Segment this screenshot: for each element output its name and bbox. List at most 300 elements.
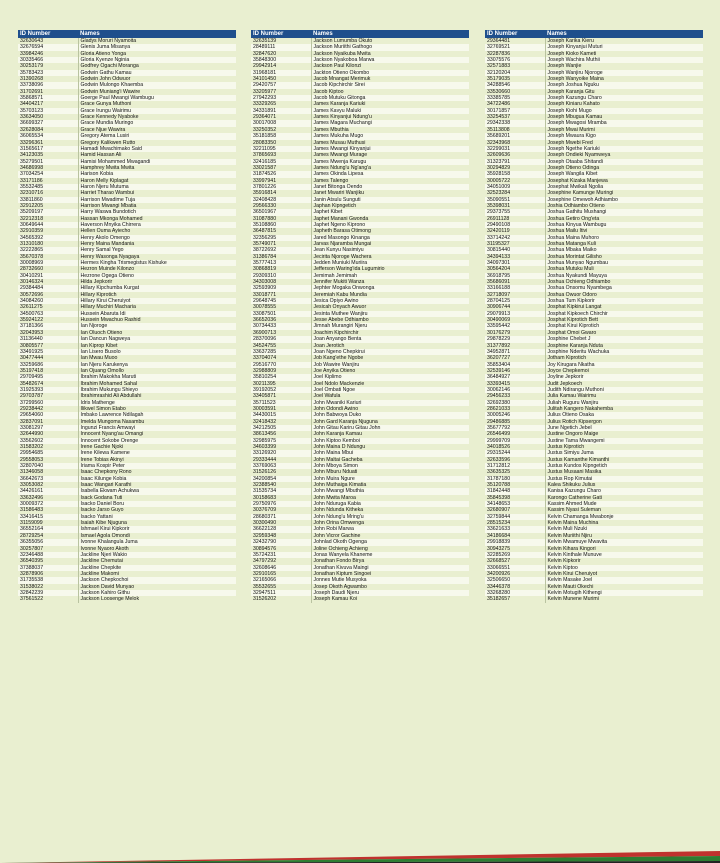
name-cell: Joyline Jepkorir (545, 374, 703, 380)
name-cell: Joel Wafula (313, 393, 341, 400)
id-number-cell: 32343968 (485, 140, 545, 146)
id-number-cell: 35724231 (251, 552, 311, 558)
name-cell: Joyce Chepkemoi (547, 367, 589, 374)
name-cell: John Muira Ngure (311, 476, 469, 482)
id-number-cell: 33530660 (485, 89, 545, 95)
name-cell: Godwin Mulongo Khaemba (78, 82, 236, 88)
name-cell: Isacko Jarso Guyo (80, 507, 124, 514)
name-cell: Joshua Gathitu Mushangi (545, 209, 703, 215)
id-number-cell: 34394133 (485, 254, 545, 260)
name-cell: Glenis Juma Misanya (78, 44, 236, 50)
name-cell: Jackson Kahiro Githu (78, 590, 236, 596)
id-number-cell: 36207727 (485, 355, 545, 361)
name-cell: Julia Kamau Wairimu (547, 393, 597, 400)
name-cell: Justine Ongoro Maige (547, 431, 599, 438)
id-number-cell: 30815440 (485, 247, 545, 253)
name-cell: Josphine Chebet J (545, 336, 703, 342)
name-cell: Kelvin Kirui Cheruiyot (547, 570, 598, 577)
name-cell: Joshua Owuor Odoro (547, 291, 597, 298)
id-number-cell: 32506650 (485, 577, 545, 583)
name-cell: Jacob Kiptoo (313, 88, 344, 95)
name-cell: Joshua Mailu Itivi (547, 228, 588, 235)
id-number-cell: 34797292 (251, 558, 311, 564)
id-number-cell: 32608646 (251, 565, 311, 571)
name-cell: Janet Bitonga Oendo (311, 184, 469, 190)
name-cell: Ian Ojuang Omollo (80, 367, 124, 374)
id-number-cell: 32959348 (251, 533, 311, 539)
name-cell: Jennifer Mukiti Wanza (313, 279, 365, 286)
name-cell: Joshua Mbaka Maiko (545, 247, 703, 253)
id-number-cell: 29309310 (251, 273, 311, 279)
id-number-cell: 31842448 (485, 488, 545, 494)
name-cell: John Ndunda Kitheka (313, 507, 364, 514)
id-number-cell: 33738096 (18, 82, 78, 88)
id-number-cell: 34524755 (251, 343, 311, 349)
name-cell: Gloria Kyenze Nginia (78, 57, 236, 63)
id-number-cell: 29648745 (251, 298, 311, 304)
name-cell: Hermes Kingha Trismegistus Kishuke (78, 260, 236, 266)
id-number-cell: 29566330 (251, 203, 311, 209)
id-number-cell: 34686998 (18, 165, 78, 171)
id-number-cell: 30211395 (251, 381, 311, 387)
id-number-cell: 31390268 (18, 76, 78, 82)
name-cell: Josphine Nderitu Wachuka (545, 349, 703, 355)
name-cell: Ivonne Khalangula Juma (78, 539, 236, 545)
id-number-cell: 38613456 (251, 431, 311, 437)
id-number-cell: 34200926 (485, 571, 545, 577)
id-number-cell: 38722692 (251, 247, 311, 253)
id-number-cell: 33704074 (251, 355, 311, 361)
name-cell: John Vicror Gachine (313, 532, 361, 539)
id-number-header: ID Number (18, 30, 78, 38)
id-number-cell: 35209197 (18, 209, 78, 215)
id-number-cell: 34303008 (251, 279, 311, 285)
name-cell: Imelda Mungoma Nasambu (80, 418, 145, 425)
name-cell: Jephter Mogaka Onwonga (311, 285, 469, 291)
id-number-cell: 32418432 (251, 419, 311, 425)
id-number-cell: 29750976 (251, 501, 311, 507)
name-table-1 (18, 30, 236, 603)
name-cell: Jecirita Njoroge Wachera (313, 253, 372, 260)
id-number-cell: 31526126 (251, 469, 311, 475)
name-cell: Jacob Mutuku Gitonga (311, 95, 469, 101)
name-cell: Jacob Mnangat Merimuk (313, 76, 371, 83)
name-cell: John Gitau Kariru Gitau John (311, 425, 469, 431)
id-number-header: ID Number (485, 30, 545, 38)
id-number-cell: 30572696 (18, 292, 78, 298)
name-cell: Innocent Nyang'au Omangi (80, 431, 144, 438)
name-cell: Japhet Manani Gwonda (313, 215, 369, 222)
id-number-cell: 30868819 (251, 266, 311, 272)
id-number-cell: 31538022 (18, 584, 78, 590)
id-number-cell: 29333444 (251, 457, 311, 463)
name-cell: Ismael Agola Omondi (80, 532, 130, 539)
name-cell: Justus Kamanthe Kimanthi (547, 456, 610, 463)
name-cell: James Kavyu Maluki (311, 108, 469, 114)
name-cell: Josephat Mwikali Ngolia (545, 184, 703, 190)
name-cell: Hillary Muchiri Macharia (80, 304, 136, 311)
name-cell: Karongo Catherine Gati (547, 494, 603, 501)
name-cell: Joshua Nyakundi Mayuya (545, 273, 703, 279)
id-number-cell: 31535734 (251, 488, 311, 494)
id-number-cell: 33811860 (18, 197, 78, 203)
name-cell: Justus Kundos Kipngetich (545, 463, 703, 469)
name-cell: Isaac Chepkony Rono (80, 469, 132, 476)
name-cell: Joseph Karika Kieru (547, 38, 594, 44)
id-number-cell: 32628084 (18, 127, 78, 133)
name-cell: Harry Waswa Bundotich (78, 209, 236, 215)
id-number-cell: 33634050 (18, 114, 78, 120)
name-cell: John Kiptoo Kemboi (311, 438, 469, 444)
id-number-cell: 32988809 (251, 368, 311, 374)
id-number-cell: 34200854 (251, 476, 311, 482)
name-cell: James Karanja Kariuki (313, 101, 366, 108)
id-number-cell: 35108860 (251, 222, 311, 228)
id-number-cell: 29709495 (18, 374, 78, 380)
name-cell: Jesicah Onyach Awuor (313, 304, 367, 311)
id-number-cell: 32912205 (18, 203, 78, 209)
id-number-cell: 32668527 (485, 558, 545, 564)
id-number-cell: 33018771 (251, 292, 311, 298)
id-number-cell: 32299031 (485, 146, 545, 152)
id-number-cell: 34018526 (485, 444, 545, 450)
name-cell: Kelvin Masake Joel (545, 577, 703, 583)
id-number-cell: 35677792 (485, 425, 545, 431)
name-cell: Hamid Hassan Ali (80, 152, 122, 159)
id-number-cell: 32680907 (485, 507, 545, 513)
id-number-cell: 33997941 (251, 178, 311, 184)
id-number-cell: 30009372 (18, 501, 78, 507)
id-number-cell: 29999709 (485, 438, 545, 444)
name-cell: Joseph Karanja Gitu (547, 88, 595, 95)
name-cell: Ibrahim Mukungu Shieyo (78, 387, 236, 393)
name-cell: Jotham Kiprotich (547, 355, 587, 362)
id-number-cell: 29942914 (251, 63, 311, 69)
name-cell: Haron Melly Kiplagat (80, 177, 129, 184)
name-cell: Jesinta Muthee Wanjiru (311, 311, 469, 317)
name-cell: Ishmael Kirui Kipkorir (78, 526, 236, 532)
name-cell: Japheth Barasa Otimong (313, 228, 371, 235)
id-number-cell: 33329265 (251, 101, 311, 107)
name-cell: Joline Ochieng Achieng (313, 545, 368, 552)
id-number-cell: 34186684 (485, 533, 545, 539)
name-cell: Hillary Kiprotich (80, 291, 117, 298)
name-cell: Iriama Kospir Peter (78, 463, 236, 469)
id-number-cell: 29703787 (18, 393, 78, 399)
id-number-cell: 30410291 (18, 273, 78, 279)
name-cell: Jimnah Murangiri Njeru (311, 323, 469, 329)
name-cell: James Mbuthia (313, 126, 349, 133)
name-cell: Isaiah Kibe Njuguna (80, 520, 127, 527)
id-number-cell: 32285269 (485, 552, 545, 558)
id-number-cell: 31968181 (251, 70, 311, 76)
id-number-cell: 32947511 (251, 590, 311, 596)
name-cell: Innocent Sokobe Orenge (78, 438, 236, 444)
name-cell: Jackline Makomi (80, 570, 119, 577)
id-number-cell: 33166188 (485, 285, 545, 291)
id-number-cell: 34404217 (18, 101, 78, 107)
name-cell: Joshua Matanga Kuli (547, 241, 596, 247)
id-number-cell: 37561522 (18, 596, 78, 602)
id-number-cell: 34123035 (18, 152, 78, 158)
name-cell: Hezrone Ogega Otieno (78, 273, 236, 279)
id-number-cell: 34051009 (485, 184, 545, 190)
id-number-cell: 30649644 (18, 222, 78, 228)
id-number-cell: 35810254 (251, 374, 311, 380)
id-number-cell: 33259686 (18, 362, 78, 368)
id-number-cell: 35182657 (485, 596, 545, 602)
id-number-cell: 32043953 (18, 330, 78, 336)
name-cell: Jackson Lumumba Okuto (313, 38, 373, 44)
id-number-cell: 33075576 (485, 57, 545, 63)
id-number-cell: 33066551 (485, 565, 545, 571)
name-cell: Isaac Kilunge Kobia (78, 476, 236, 482)
name-cell: Ian Njoroge (78, 323, 236, 329)
id-number-cell: 30300490 (251, 520, 311, 526)
name-cell: Joseph Kamau Koi (313, 596, 358, 603)
name-cell: Haron Njeru Mutuma (78, 184, 236, 190)
name-cell: James Ndung'u Ng'ang'a (313, 164, 371, 171)
id-number-cell: 31310180 (18, 241, 78, 247)
name-cell: Joseph Kioko Kameti (547, 50, 597, 57)
name-cell: Ibrahimrashid Ali Abdullahi (80, 393, 142, 400)
name-cell: Justine Tama Mwangemi (545, 438, 703, 444)
id-number-cell: 31925393 (18, 387, 78, 393)
name-cell: Justus Kiprotich (547, 444, 585, 450)
name-cell: John Babwoya Duko (311, 412, 469, 418)
name-cell: Judit Jepkoech (547, 380, 583, 387)
name-cell: Joshua Onsomu Nyambega (545, 285, 703, 291)
name-cell: Joshua Getiro Ong'eta (547, 215, 600, 222)
name-cell: Hellen Ouma Ayiecho (80, 228, 131, 235)
name-cell: Harriet Tharao Wambui (80, 190, 135, 197)
id-number-cell: 28515234 (485, 520, 545, 526)
name-cell: Godwin Gathu Kamau (78, 70, 236, 76)
id-number-cell: 32676594 (18, 44, 78, 50)
id-number-cell: 34097301 (485, 260, 545, 266)
id-number-cell: 32910359 (18, 228, 78, 234)
name-cell: Joseph Mwebi Fred (547, 139, 593, 146)
name-cell: Kelvin Kipkorir (547, 558, 581, 565)
name-cell: Joshia Odhiambo Otieno (547, 202, 605, 209)
id-number-cell: 33126920 (251, 450, 311, 456)
name-cell: Gloria Atieno Yonga (80, 50, 127, 57)
name-cell: Julius Rotich Kipsergon (547, 418, 602, 425)
name-cell: Kelvin Motugih Kithengi (545, 590, 703, 596)
id-number-cell: 35868571 (18, 95, 78, 101)
id-number-cell: 33714242 (485, 235, 545, 241)
id-number-cell: 32432790 (251, 539, 311, 545)
id-number-cell: 33296361 (18, 140, 78, 146)
name-cell: Harrison Mwadime Tuja (78, 197, 236, 203)
name-cell: Jared Masongo Kinanga (311, 235, 469, 241)
name-cell: Kelvin Muriithi Njiru (547, 532, 592, 539)
name-cell: Joshua Ochieng Odhiambo (547, 279, 611, 286)
id-number-cell: 35113808 (485, 127, 545, 133)
name-cell: Joseph Otaaba Shitandi (545, 159, 703, 165)
name-cell: Joseph Ngethe Kariuki (545, 146, 703, 152)
name-cell: Joseph Otieno Odinga (547, 164, 600, 171)
name-cell: Joseph Mwai Murimi (547, 126, 595, 133)
name-cell: Joan Jerotich (313, 342, 345, 349)
name-cell: Joachim Kipchirchir (313, 329, 359, 336)
id-number-cell: 32842239 (18, 590, 78, 596)
id-number-cell: 35916814 (251, 190, 311, 196)
id-number-cell: 32346488 (18, 552, 78, 558)
name-cell: Joseph Kiohi Mugo (545, 108, 703, 114)
id-number-cell: 32388540 (251, 482, 311, 488)
id-number-cell: 37181366 (18, 323, 78, 329)
id-number-cell: 35197418 (18, 368, 78, 374)
name-cell: Isabella Ekwam Achukwa (78, 488, 236, 494)
name-cell: Joseph Ondieki Nyamweya (547, 152, 611, 159)
id-number-cell: 32630643 (18, 38, 78, 44)
name-cell: Jackson David Munyao (80, 583, 135, 590)
name-cell: Jacob Kipchirchir Sirei (311, 82, 469, 88)
name-cell: Joseph Wanjiru Njoroge (545, 70, 703, 76)
id-number-cell: 32910165 (251, 571, 311, 577)
id-number-cell: 33393415 (485, 381, 545, 387)
name-cell: Kelvin Kinthale Munuve (545, 552, 703, 558)
id-number-cell: 26546499 (485, 431, 545, 437)
id-number-cell: 36918795 (485, 273, 545, 279)
name-cell: Janin Atsulu Sunguti (311, 197, 469, 203)
name-cell: Irene Tobias Akinyi (80, 456, 124, 463)
name-cell: Janet Mwariri Wanjiku (313, 190, 365, 197)
id-number-cell: 33635325 (485, 469, 545, 475)
name-cell: Jackton Otieno Okombo (311, 70, 469, 76)
id-number-cell: 33250352 (251, 127, 311, 133)
id-number-cell: 33491925 (18, 349, 78, 355)
name-cell: Ian Lisero Busolo (78, 349, 236, 355)
id-number-cell: 30017008 (251, 120, 311, 126)
name-tables (18, 30, 703, 836)
id-number-cell: 30158683 (251, 495, 311, 501)
id-number-cell: 32211095 (251, 146, 311, 152)
id-number-cell: 32644990 (18, 431, 78, 437)
id-number-cell: 29456233 (485, 393, 545, 399)
id-number-cell: 28732660 (18, 266, 78, 272)
id-number-cell: 30805577 (18, 343, 78, 349)
names-header: Names (545, 30, 703, 38)
name-cell: Jarvas Njaramba Mungai (313, 241, 372, 247)
id-number-cell: 29558053 (18, 457, 78, 463)
name-cell: Hassan Mkonga Mohamed (80, 215, 143, 222)
id-number-cell: 28083350 (251, 140, 311, 146)
id-number-cell: 35749071 (251, 241, 311, 247)
name-cell: Isacko Daniel Boru (78, 501, 236, 507)
id-number-cell: 29516770 (251, 362, 311, 368)
name-cell: John Mwangi Mbuthia (311, 488, 469, 494)
id-number-cell: 33053082 (18, 482, 78, 488)
id-number-cell: 31377892 (485, 343, 545, 349)
name-cell: Jedden Muniuki Muriira (311, 260, 469, 266)
name-cell: James Kinyanjui Ndung'u (313, 114, 372, 121)
id-number-cell: 30734433 (251, 323, 311, 329)
id-number-cell: 36484927 (485, 374, 545, 380)
name-cell: Henry Maina Mandania (80, 241, 135, 247)
name-cell: Joshua Tum Kipkorir (545, 298, 703, 304)
id-number-cell: 37801226 (251, 184, 311, 190)
name-cell: Ian Njeru Karukenya (78, 362, 236, 368)
id-number-cell: 31386784 (251, 254, 311, 260)
name-cell: Kelvin Mwamuye Mwavita (545, 539, 703, 545)
id-number-cell: 32985975 (251, 438, 311, 444)
name-cell: John Karanja Kamau (313, 431, 362, 438)
name-cell: Grace Kennedy Nyaboke (80, 114, 139, 121)
id-number-cell: 33268280 (485, 590, 545, 596)
table-row (485, 596, 703, 602)
name-cell: Isack Godana Tuti (80, 494, 123, 501)
name-table-3 (485, 30, 703, 603)
name-cell: Hillary Kipchumba Kurgat (78, 285, 236, 291)
name-cell: Harrison Mwangi Mbatia (80, 202, 137, 209)
id-number-cell: 35398031 (485, 203, 545, 209)
id-number-cell: 32837091 (18, 419, 78, 425)
name-cell: Jackson Nyaikuba Mwita (313, 50, 371, 57)
id-number-cell: 33632496 (18, 495, 78, 501)
id-number-cell: 36487815 (251, 228, 311, 234)
id-number-cell: 31136440 (18, 336, 78, 342)
name-cell: Kelvin Kiptoo (545, 565, 703, 571)
id-number-cell: 32356295 (251, 235, 311, 241)
name-cell: Godwin Muniang'i Wawire (80, 88, 141, 95)
name-cell: John Maltai Gacheba (313, 456, 363, 463)
id-number-cell: 28621033 (485, 406, 545, 412)
id-number-cell: 32120204 (485, 70, 545, 76)
name-cell: Isacko Yattani (78, 514, 236, 520)
name-cell: James Magara Muchangi (311, 120, 469, 126)
name-cell: Kassim Nyasi Suleman (547, 507, 601, 514)
decorative-footer-stripe (0, 849, 720, 863)
id-number-cell: 33446378 (485, 584, 545, 590)
name-cell: Justus Simiyu Juma (545, 450, 703, 456)
name-cell: Grace Gunya Muthoni (80, 101, 132, 108)
name-cell: Joe Anyika Otieno (313, 367, 356, 374)
name-cell: Job Wawire Wanjiru (311, 362, 469, 368)
name-cell: John Nduruga Kabia (311, 501, 469, 507)
id-number-cell: 28489111 (251, 44, 311, 50)
id-number-cell: 30008969 (18, 260, 78, 266)
id-number-cell: 32633596 (485, 457, 545, 463)
name-cell: Jackson Paul Kilonzi (313, 63, 362, 70)
name-cell: Joseph Wangila Kibet (545, 171, 703, 177)
name-cell: Josephine Kamunge Muringi (547, 190, 614, 197)
id-number-cell: 31087880 (251, 216, 311, 222)
id-number-cell: 32287836 (485, 51, 545, 57)
name-cell: Ian Oluoch Otieno (80, 329, 123, 336)
name-cell: Henry Akolo Omengo (78, 235, 236, 241)
id-number-cell: 35711523 (251, 400, 311, 406)
name-cell: Jonathan Kivuva Maingi (311, 565, 469, 571)
id-number-cell: 30294829 (485, 165, 545, 171)
name-cell: Judith Ndirangu Muthoni (545, 387, 703, 393)
name-cell: Jemimah Jemimah (311, 273, 469, 279)
name-cell: Ingunzi Francis Amwayi (78, 425, 236, 431)
name-cell: Joshua Morintat Gilisho (547, 253, 602, 260)
id-number-cell: 33984246 (18, 51, 78, 57)
id-number-cell: 31526202 (251, 596, 311, 602)
table-header-row (251, 30, 469, 38)
name-cell: James Talengo (313, 177, 349, 184)
id-number-header: ID Number (251, 30, 311, 38)
id-number-cell: 33416415 (18, 514, 78, 520)
name-cell: Joseph Wanjie (547, 63, 582, 70)
name-cell: Godwin John Odwuor (80, 76, 131, 83)
id-number-cell: 33562602 (18, 438, 78, 444)
name-cell: John Odondi Awino (313, 405, 359, 412)
id-number-cell: 30335466 (18, 57, 78, 63)
